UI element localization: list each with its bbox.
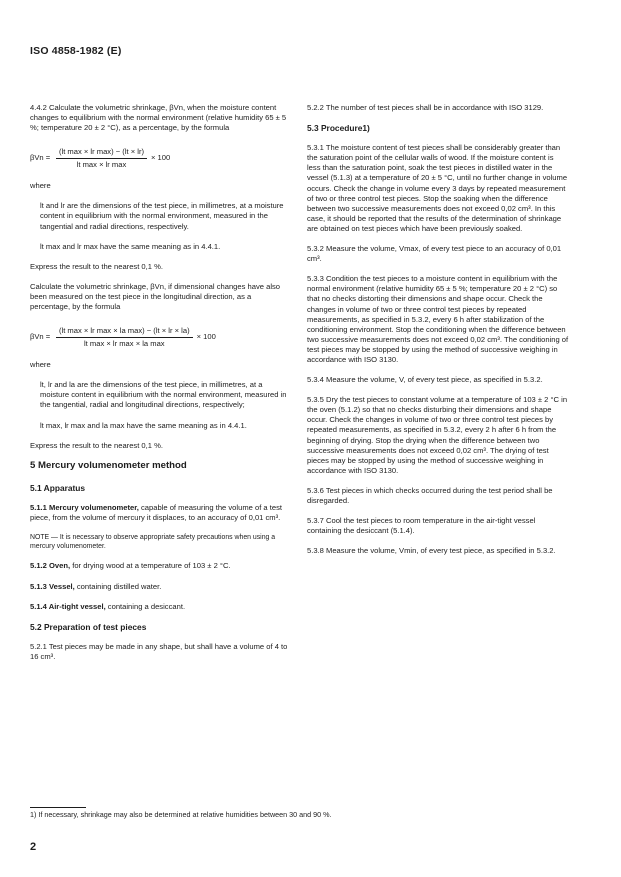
- document-header: ISO 4858-1982 (E): [30, 45, 122, 57]
- safety-note: NOTE — It is necessary to observe appropriate safety precautions when using a mercury volumenometer.: [30, 534, 276, 551]
- formula-denominator: lt max × lr max × la max: [84, 338, 165, 348]
- formula-lhs: βVn =: [30, 153, 51, 163]
- definition: lt max, lr max and la max have the same meaning as in 4.4.1.: [40, 420, 247, 430]
- clause-label: 5.1.1 Mercury volumenometer,: [30, 502, 139, 512]
- clause-5-3-5: 5.3.5 Dry the test pieces to constant volume at a temperature of 103 ± 2 °C in the oven (5.1.2) so that no checks disturbing their dimensions and shape occur. Check the changes in volume of two or three control test pieces by repeated measurements, as specified in 5.3.2, every 2 h after 6 h from the beginning of drying. Stop the drying when the difference between two successive measurements does not exceed 0,02 cm³. The drying of test pieces may be stopped by using the method of successive weighing in accordance with ISO 3130.: [307, 395, 568, 475]
- formula-fraction: [56, 147, 147, 170]
- clause-label: 5.1.3 Vessel,: [30, 581, 75, 591]
- clause-5-3-6: 5.3.6 Test pieces in which checks occurred during the test period shall be disregarded.: [307, 485, 553, 505]
- clause-5-3-3: 5.3.3 Condition the test pieces to a moisture content in equilibrium with the normal environment (relative humidity 65 ± 5 %; temperature 20 ± 2 °C) so that no checks distorting their dimensions and shape occur. Check the changes in volume of two or three control test pieces by repeated measurements, as specified in 5.3.2, every 6 h after stabilization of the conditioning environment. Stop the conditioning when the difference between two successive measurements does not exceed 0,02 cm³. The conditioning of test pieces may be stopped by using the method of successive weighing in accordance with ISO 3130.: [307, 274, 569, 364]
- express-result: Express the result to the nearest 0,1 %.: [30, 261, 163, 271]
- clause-5-3-8: 5.3.8 Measure the volume, Vmin, of every test piece, as specified in 5.3.2.: [307, 546, 556, 556]
- clause-label: 5.1.2 Oven,: [30, 561, 71, 571]
- clause-5-2-1: 5.2.1 Test pieces may be made in any shape, but shall have a volume of 4 to 16 cm³.: [30, 641, 288, 661]
- clause-text: for drying wood at a temperature of 103 ± 2 °C.: [70, 561, 231, 571]
- clause-5-1-4: [30, 602, 292, 612]
- footnote-divider: [30, 807, 86, 808]
- footnote: 1) If necessary, shrinkage may also be determined at relative humidities between 30 and 90 %.: [30, 810, 332, 819]
- definition: lt, lr and la are the dimensions of the test piece, in millimetres, at a moisture content in equilibrium with the normal environment, measured in the tangential, radial and longitudinal directions, respectively;: [40, 380, 287, 410]
- definition: lt and lr are the dimensions of the test piece, in millimetres, at a moisture content in equilibrium with the normal environment, measured in the tangential and radial directions, respectively.: [40, 201, 284, 231]
- formula-multiplier: × 100: [196, 332, 216, 342]
- left-column: [30, 103, 292, 672]
- clause-4-4-2: 4.4.2 Calculate the volumetric shrinkage, βVn, when the moisture content changes to equilibrium with the normal environment (relative humidity 65 ± 5 %; temperature 20 ± 2 °C), as a percentage, by the formula: [30, 103, 287, 133]
- clause-5-3-7: 5.3.7 Cool the test pieces to room temperature in the air-tight vessel containing the desiccant (5.1.4).: [307, 516, 536, 536]
- formula-fraction: [56, 326, 193, 349]
- clause-5-1-3: [30, 582, 292, 592]
- formula-volumetric-shrinkage: [30, 143, 292, 173]
- formula-numerator: (lt max × lr max × la max) − (lt × lr × la): [56, 326, 193, 338]
- clause-label: 5.1.4 Air-tight vessel,: [30, 601, 106, 611]
- page-number: 2: [30, 841, 37, 853]
- section-5-1-heading: 5.1 Apparatus: [30, 482, 86, 493]
- clause-5-3-4: 5.3.4 Measure the volume, V, of every test piece, as specified in 5.3.2.: [307, 375, 543, 385]
- clause-5-1-2: [30, 561, 292, 571]
- formula-multiplier: × 100: [151, 153, 171, 163]
- clause-5-3-1: 5.3.1 The moisture content of test pieces shall be considerably greater than the saturation point of the cellular walls of wood. If the moisture content is less than the saturation point, soak the test pieces in distilled water in the vessel (5.1.3) at a temperature of 20 ± 5 °C, until no further change in volume occurs. Check the change in volume every 3 days by repeated measurement of two or three control test pieces. Stop the soaking when the difference between two successive measurements does not exceed 0,02 cm³. In this case, it should be reported that the results of the determination of shrinkage are obtained on test pieces which have been previously soaked.: [307, 143, 568, 233]
- clause-text: capable of measuring the volume of a test piece, from the volume of mercury it displaces, to an accuracy of 0,01 cm³.: [30, 502, 282, 522]
- section-5-2-heading: 5.2 Preparation of test pieces: [30, 621, 147, 632]
- formula-lhs: βVn =: [30, 332, 51, 342]
- formula-numerator: (lt max × lr max) − (lt × lr): [56, 147, 147, 159]
- formula-volumetric-shrinkage-3d: [30, 322, 292, 352]
- section-5-3-heading: 5.3 Procedure1): [307, 123, 370, 134]
- section-5-heading: 5 Mercury volumenometer method: [30, 459, 187, 471]
- definition: lt max and lr max have the same meaning as in 4.4.1.: [40, 241, 221, 251]
- clause-5-1-1: [30, 503, 292, 523]
- formula-denominator: lt max × lr max: [76, 159, 127, 169]
- clause-text: containing a desiccant.: [105, 601, 186, 611]
- right-column: [307, 103, 569, 566]
- clause-5-3-2: 5.3.2 Measure the volume, Vmax, of every test piece to an accuracy of 0,01 cm³.: [307, 244, 562, 264]
- clause-5-2-2: 5.2.2 The number of test pieces shall be in accordance with ISO 3129.: [307, 103, 544, 112]
- where-label: where: [30, 181, 51, 191]
- calc-longitudinal: Calculate the volumetric shrinkage, βVn, if dimensional changes have also been measured on the test piece in the longitudinal direction, as a percentage, by the formula: [30, 281, 281, 312]
- where-label: where: [30, 360, 51, 370]
- clause-text: containing distilled water.: [74, 581, 162, 591]
- express-result: Express the result to the nearest 0,1 %.: [30, 440, 163, 450]
